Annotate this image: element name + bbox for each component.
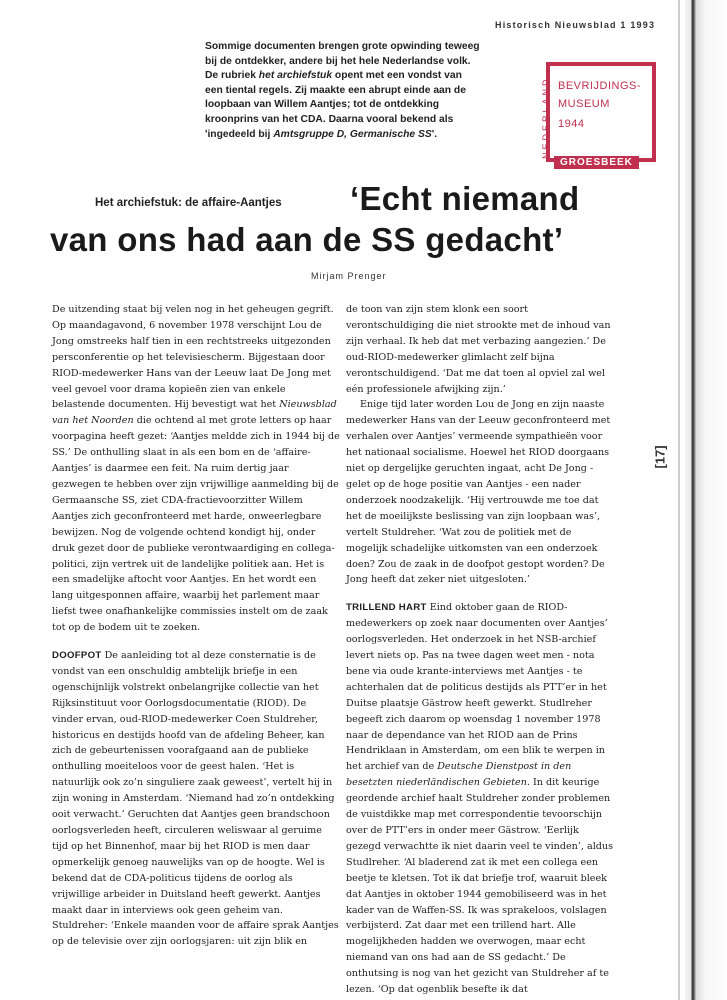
intro-closing: '. — [431, 128, 438, 140]
right-column — [346, 302, 616, 998]
headline-line-2: van ons had aan de SS gedacht’ — [50, 221, 564, 258]
paragraph-gap — [346, 588, 616, 600]
intro-part-2: opent met een vondst van een tiental regels. Zij maakte een abrupt einde aan de loopbaan van Willem Aantjes; tot de ontdekking kroonprins van het CDA. Daarna vooral bekend als 'ingedeeld bij — [205, 70, 466, 140]
stamp-line-3: 1944 — [558, 118, 585, 130]
stamp-line-1: BEVRIJDINGS- — [558, 80, 642, 92]
section-lead: DOOFPOT — [52, 650, 102, 662]
section-lead: TRILLEND HART — [346, 602, 427, 614]
paragraph — [346, 600, 616, 998]
paragraph-text: Eind oktober gaan de RIOD-medewerkers op zoek naar documenten over Aantjes’ oorlogsverleden. Het onderzoek in het NSB-archief levert niets op. Pas na twee dagen weet men - nota bene via oude krante-interviews met Aantjes - te achterhalen dat de politicus destijds als PTT’er in het Duitse plaatsje Gästrow heeft gewerkt. Studlreher begeeft zich daarom op woensdag 1 november 1978 naar de dependance van het RIOD aan de Prins Hendriklaan in Amsterdam, om een blik te werpen in het archief van de — [346, 602, 608, 773]
article-kicker: Het archiefstuk: de affaire-Aantjes — [95, 197, 282, 209]
paragraph — [52, 648, 340, 950]
paragraph: Enige tijd later worden Lou de Jong en zijn naaste medewerker Hans van der Leeuw geconfronteerd met verhalen over Aantjes’ vermeende sympathieën voor het nationaal socialisme. Hoewel het RIOD doorgaans niet op dergelijke geruchten ingaat, acht De Jong - gelet op de hoge positie van Aantjes - een nader onderzoek noodzakelijk. ‘Hij vertrouwde me toe dat het de moeilijkste beslissing van zijn loopbaan was’, vertelt Stuldreher. ‘Wat zou de politiek met de mogelijk schadelijke uitkomsten van een onderzoek doen? Zou de zaak in de doofpot gestopt worden? De Jong heeft dat zeker niet uitgesloten.’ — [346, 399, 611, 586]
stamp-line-2: MUSEUM — [558, 98, 610, 110]
newspaper-name: Nieuwsblad van het Noorden — [52, 399, 337, 427]
intro-amtsgruppe: Amtsgruppe D, Germanische SS — [273, 128, 432, 140]
scan-edge-line — [678, 0, 680, 1000]
running-header: Historisch Nieuwsblad 1 1993 — [495, 20, 656, 30]
stamp-vertical-text: NEDERLAND — [541, 76, 551, 159]
scan-edge — [685, 0, 727, 1000]
paragraph-text: De aanleiding tot al deze consternatie is de vondst van een onschuldig ambtelijk briefje in een ogenschijnlijk volstrekt onbelangrijke collectie van het Rijksinstituut voor Oorlogsdocumentatie (RIOD). De vinder ervan, oud-RIOD-medewerker Coen Stuldreher, historicus en destijds hoofd van de afdeling Beheer, kan zich de gebeurtenissen voorafgaand aan de publieke onthulling moeiteloos voor de geest halen. ‘Het is natuurlijk ook zo’n singuliere zaak geweest’, vertelt hij in zijn woning in Amsterdam. ‘Niemand had zo’n ontdekking ooit verwacht.’ Geruchten dat Aantjes geen brandschoon oorlogsverleden heeft, circuleren weliswaar al geruime tijd op het Binnenhof, maar bij het RIOD is men daar opmerkelijk genoeg nauwelijks van op de hoogte. Wel is bekend dat de CDA-politicus tijdens de oorlog als vrijwillige arbeider in Duitsland heeft gewerkt. Aantjes maakt daar in interviews ook geen geheim van. Stuldreher: ‘Enkele maanden voor de affaire sprak Aantjes op de televisie over zijn oorlogsjaren: uit zijn blik en — [52, 650, 339, 948]
stamp-bottom-text: GROESBEEK — [554, 156, 639, 169]
paragraph-text: . In dit keurige geordende archief haalt Stuldreher zonder problemen de vuistdikke map met correspondentie tevoorschijn over de PTT’ers in onder meer Gästrow. ‘Eerlijk gezegd verwachtte ik niet daarin veel te vinden’, aldus Studlreher. ‘Al bladerend zat ik met een collega een beetje te kletsen. Tot ik dat briefje trof, waaruit bleek dat Aantjes in oktober 1944 gemobiliseerd was in het kader van de Waffen-SS. Ik was sprakeloos, volslagen verbijsterd. Zat daar met een trillend hart. Alle mogelijkheden hadden we overwogen, maar echt niemand van ons had aan de SS gedacht.’ De onthutsing is nog van het gezicht van Stuldreher af te lezen. ‘Op dat ogenblik besefte ik dat — [346, 777, 614, 996]
author-byline: Mirjam Prenger — [311, 271, 387, 281]
paragraph-text: De uitzending staat bij velen nog in het geheugen gegrift. Op maandagavond, 6 november 1978 verschijnt Lou de Jong omstreeks half tien in een rechtstreeks uitgezonden persconferentie op het televisiescherm. Bijgestaan door RIOD-medewerker Hans van der Leeuw laat De Jong met veel gevoel voor drama kopieën zien van enkele belastende documenten. Hij bevestigt wat het — [52, 304, 334, 411]
paragraph — [52, 302, 340, 636]
headline-line-1: ‘Echt niemand — [350, 180, 580, 217]
stamp-frame — [546, 62, 656, 162]
paragraph-gap — [52, 636, 340, 648]
intro-rubriek: het archiefstuk — [258, 70, 333, 82]
paragraph: de toon van zijn stem klonk een soort verontschuldiging die niet strookte met de inhoud van zijn verhaal. Ik heb dat met verbazing aangezien.’ De oud-RIOD-medewerker glimlacht zelf bijna verontschuldigend. ‘Dat me dat toen al opviel zal wel eén professionele afwijking zijn.’ — [346, 304, 611, 395]
page-number: [17] — [652, 445, 668, 469]
intro-part-1: Sommige documenten brengen grote opwinding teweeg bij de ontdekker, andere bij het hele Nederlandse volk. De rubriek — [205, 41, 480, 82]
intro-text — [205, 40, 480, 142]
archive-name: Deutsche Dienstpost in den besetzten niederländischen Gebieten — [346, 761, 572, 789]
left-column — [52, 302, 340, 950]
museum-stamp — [526, 56, 660, 170]
paragraph-text: die ochtend al met grote letters op haar voorpagina heeft gezet: ‘Aantjes meldde zich in 1944 bij de SS.’ De onthulling slaat in als een bom en de ‘affaire-Aantjes’ is daarmee een feit. Na ruim dertig jaar gezwegen te hebben over zijn vrijwillige aanmelding bij de Germaansche SS, ziet CDA-fractievoorzitter Willem Aantjes zich geconfronteerd met harde, onweerlegbare bewijzen. Nog de volgende ochtend kondigt hij, onder druk gezet door de publieke verontwaardiging en collega-politici, zijn vertrek uit de landelijke politiek aan. Het is een smadelijke aftocht voor Aantjes. En het wordt een lang uitgesponnen affaire, waarbij het parlement maar liefst twee onafhankelijke commissies instelt om de zaak tot op de bodem uit te zoeken. — [52, 415, 340, 634]
